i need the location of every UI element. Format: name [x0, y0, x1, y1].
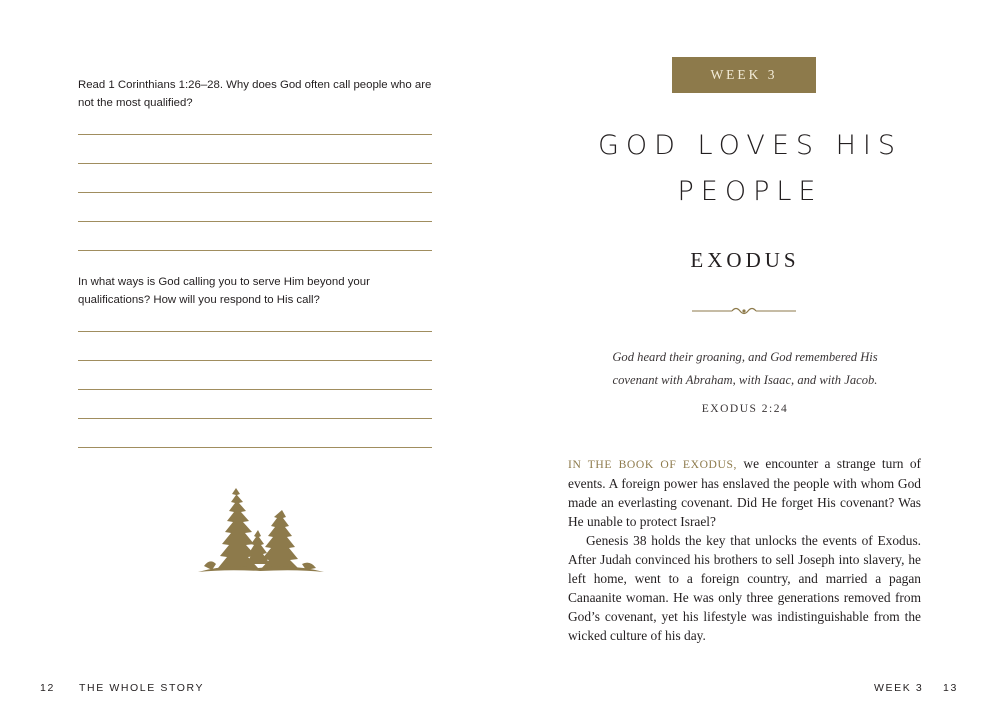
quote-line-2: covenant with Abraham, with Isaac, and with Jacob. — [612, 373, 878, 387]
chapter-title-line-2: PEOPLE — [677, 176, 823, 207]
body-text — [568, 454, 921, 645]
footer-page-number: 13 — [943, 682, 958, 694]
ornament-divider-icon — [692, 304, 796, 318]
answer-line — [78, 447, 432, 448]
week-badge: WEEK 3 — [672, 57, 816, 93]
answer-line — [78, 134, 432, 135]
footer-week: WEEK 3 — [874, 682, 924, 694]
quote-line-1: God heard their groaning, and God remembered His — [612, 350, 878, 364]
answer-line — [78, 250, 432, 251]
question-1: Read 1 Corinthians 1:26–28. Why does God often call people who are not the most qualified? — [78, 79, 432, 109]
book-name: EXODUS — [690, 248, 800, 272]
answer-line — [78, 192, 432, 193]
footer-page-number: 12 — [40, 682, 55, 694]
footer-book-title: THE WHOLE STORY — [79, 682, 205, 694]
answer-line — [78, 360, 432, 361]
chapter-title-line-1: GOD LOVES HIS — [597, 130, 903, 161]
trees-illustration — [196, 484, 326, 576]
paragraph-2: Genesis 38 holds the key that unlocks the events of Exodus. After Judah convinced his brothers to sell Joseph into slavery, he left home, went to a foreign country, and married a pagan Canaanite woman. He was only three generations removed from God’s covenant, yet his lifestyle was indistinguishable from the wicked culture of his day. — [568, 533, 921, 643]
question-2: In what ways is God calling you to serve Him beyond your qualifications? How will you respond to His call? — [78, 276, 370, 306]
answer-line — [78, 389, 432, 390]
paragraph-lead-in: IN THE BOOK OF EXODUS, — [568, 458, 738, 471]
answer-line — [78, 221, 432, 222]
answer-line — [78, 331, 432, 332]
paragraph-1-text: we encounter a strange turn of events. A foreign power has enslaved the people with whom God made an everlasting covenant. Did He forget His covenant? Was He unable to protect Israel? — [568, 456, 922, 529]
paragraph-1 — [568, 454, 921, 531]
quote-reference: EXODUS 2:24 — [701, 403, 789, 415]
right-page — [500, 0, 1000, 727]
answer-line — [78, 418, 432, 419]
answer-line — [78, 163, 432, 164]
